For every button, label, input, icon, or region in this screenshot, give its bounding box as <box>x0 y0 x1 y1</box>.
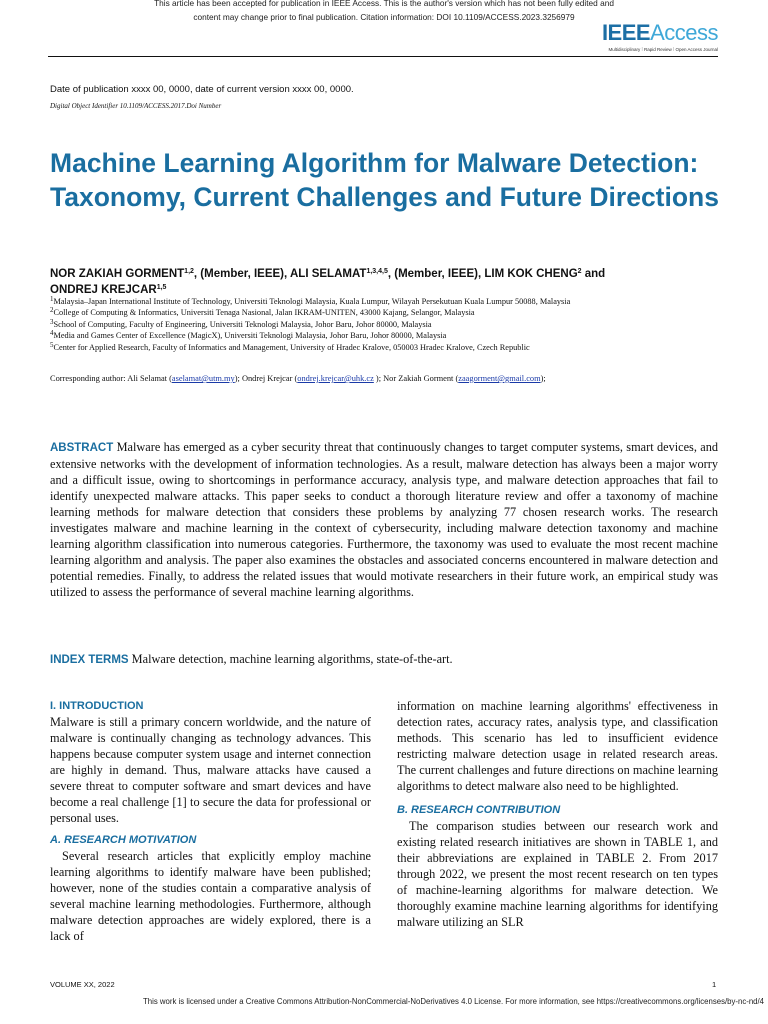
author-affil-sup: 1,3,4,5 <box>366 268 388 275</box>
doi: Digital Object Identifier 10.1109/ACCESS.2017.Doi Number <box>50 102 222 110</box>
affil-text: Media and Games Center of Excellence (MagicX), Universiti Teknologi Malaysia, Johor Baru, Johor 80000, Malaysia <box>53 331 447 341</box>
author-name: LIM KOK CHENG <box>484 268 578 280</box>
corr-text: Corresponding author: Ali Selamat ( <box>50 374 172 383</box>
right-column <box>397 698 718 930</box>
author-suffix: , (Member, IEEE), <box>387 268 485 280</box>
affil-num: 2 <box>50 306 54 315</box>
email-link-gorment[interactable]: zaagorment@gmail.com <box>458 374 541 383</box>
corresponding-author <box>50 374 700 383</box>
author-affil-sup: 1,2 <box>184 268 194 275</box>
paper-title: Machine Learning Algorithm for Malware Detection: Taxonomy, Current Challenges and Future Directions <box>50 148 719 212</box>
email-link-selamat[interactable]: aselamat@utm.my <box>171 374 235 383</box>
logo-tagline: Multidisciplinary ⁞ Rapid Review ⁞ Open Access Journal <box>608 47 718 52</box>
affil-text: School of Computing, Faculty of Engineering, Universiti Teknologi Malaysia, Johor Baru, Johor 80000, Malaysia <box>53 319 432 329</box>
index-terms <box>50 651 718 668</box>
publication-date: Date of publication xxxx 00, 0000, date of current version xxxx 00, 0000. <box>50 84 354 95</box>
abstract-label: ABSTRACT <box>50 442 114 454</box>
index-terms-label: INDEX TERMS <box>50 654 129 666</box>
page-number: 1 <box>712 980 717 989</box>
header-rule <box>48 56 718 57</box>
introduction-heading: I. INTRODUCTION <box>50 700 144 712</box>
research-contribution-paragraph: The comparison studies between our research work and existing related research initiatives are shown in TABLE 1, and their abbreviations are explained in TABLE 2. From 2017 through 2022, we present the most recent research on ten types of machine-learning algorithms for malware detection. We thoroughly examine machine learning algorithms for identifying malware utilizing an SLR <box>397 819 718 929</box>
affil-text: Malaysia–Japan International Institute of Technology, Universiti Teknologi Malaysia, Kuala Lumpur, Wilayah Persekutuan Kuala Lumpur 50088, Malaysia <box>53 297 571 306</box>
author-name: NOR ZAKIAH GORMENT <box>50 268 185 280</box>
affiliation <box>50 330 640 341</box>
corr-text: ); <box>540 374 546 383</box>
affil-num: 5 <box>50 340 54 349</box>
author-suffix: , (Member, IEEE), <box>193 268 290 280</box>
license-notice: This work is licensed under a Creative Commons Attribution-NonCommercial-NoDerivatives 4.0 License. For more information, see https://creativecommons.org/licenses/by-nc-nd/4 <box>143 997 764 1006</box>
research-contribution-heading: B. RESEARCH CONTRIBUTION <box>397 804 561 816</box>
author-name: ONDREJ KREJCAR <box>50 284 157 296</box>
left-column <box>50 698 371 944</box>
logo-access: Access <box>650 20 718 45</box>
research-motivation-paragraph: Several research articles that explicitly employ machine learning algorithms to identify malware have been published; however, none of the studies contain a comparative analysis of several machine learning methodologies. Furthermore, although malware detection approaches are widely explored, there is a lack of <box>50 849 371 943</box>
corr-text: ); Ondrej Krejcar ( <box>234 374 298 383</box>
affiliation <box>50 296 640 307</box>
affiliations <box>50 296 640 353</box>
abstract-text: Malware has emerged as a cyber security threat that continuously changes to target computer systems, smart devices, and extensive networks with the development of information technologies. As a result, malware detection has always been a major worry and a difficult issue, owing to shortcomings in performance accuracy, analysis type, and malware detection approaches that fail to identify unexpected malware attacks. This paper seeks to conduct a thorough literature review and offer a taxonomy of machine learning methods for malware detection that considers these problems by analyzing 77 chosen research works. The research investigates malware and machine learning in the context of cybersecurity, including malware detection taxonomy and machine learning algorithm classification into numerous categories. Furthermore, the taxonomy was used to evaluate the most recent machine learning algorithm and analysis. The paper also examines the obstacles and associated concerns encountered in malware detection and potential remedies. Finally, to address the related issues that would motivate researchers in their future work, an empirical study was utilized to assess the performance of several machine learning algorithms. <box>50 440 719 599</box>
corr-text: ); Nor Zakiah Gorment ( <box>373 374 459 383</box>
research-motivation-heading: A. RESEARCH MOTIVATION <box>50 834 197 846</box>
affil-text: Center for Applied Research, Faculty of Informatics and Management, University of Hradec Kralove, 050003 Hradec Kralove, Czech Republic <box>53 342 530 352</box>
author-suffix: and <box>581 268 606 280</box>
acceptance-notice-line2: content may change prior to final publication. Citation information: DOI 10.1109/ACCESS.2023.3256979 <box>193 12 575 22</box>
introduction-paragraph: Malware is still a primary concern worldwide, and the nature of malware is continually changing as technology advances. This happens because computer system usage and internet connection are highly in demand. Thus, malware attacks have caused a severe threat to computer software and smart devices and have become a real challenge [1] to secure the data for professional or personal uses. <box>50 715 371 825</box>
author-affil-sup: 1,5 <box>156 284 167 291</box>
author-list <box>50 266 640 298</box>
continued-paragraph: information on machine learning algorithms' effectiveness in detection rates, accuracy rates, analysis type, and classification methods. This scenario has led to insufficient evidence restricting malware detection usage in related research areas. The current challenges and future directions on machine learning algorithms to detect malware also need to be highlighted. <box>397 699 718 793</box>
affil-text: College of Computing & Informatics, Universiti Tenaga Nasional, Jalan IKRAM-UNITEN, 43000 Kajang, Selangor, Malaysia <box>53 308 475 318</box>
volume-footer: VOLUME XX, 2022 <box>50 980 115 989</box>
affiliation <box>50 342 640 353</box>
affiliation <box>50 319 640 330</box>
logo-ieee: IEEE <box>601 20 651 45</box>
index-terms-text: Malware detection, machine learning algorithms, state-of-the-art. <box>131 652 453 666</box>
author-name: ALI SELAMAT <box>289 268 367 280</box>
affil-num: 1 <box>50 295 54 303</box>
abstract <box>50 439 718 600</box>
affil-num: 3 <box>50 317 54 326</box>
acceptance-notice-line1: This article has been accepted for publication in IEEE Access. This is the author's version which has not been fully edited and <box>154 0 614 8</box>
affiliation <box>50 307 640 318</box>
ieee-access-logo <box>602 20 718 52</box>
author-affil-sup: 2 <box>577 268 582 275</box>
email-link-krejcar[interactable]: ondrej.krejcar@uhk.cz <box>297 374 374 383</box>
affil-num: 4 <box>50 329 54 338</box>
